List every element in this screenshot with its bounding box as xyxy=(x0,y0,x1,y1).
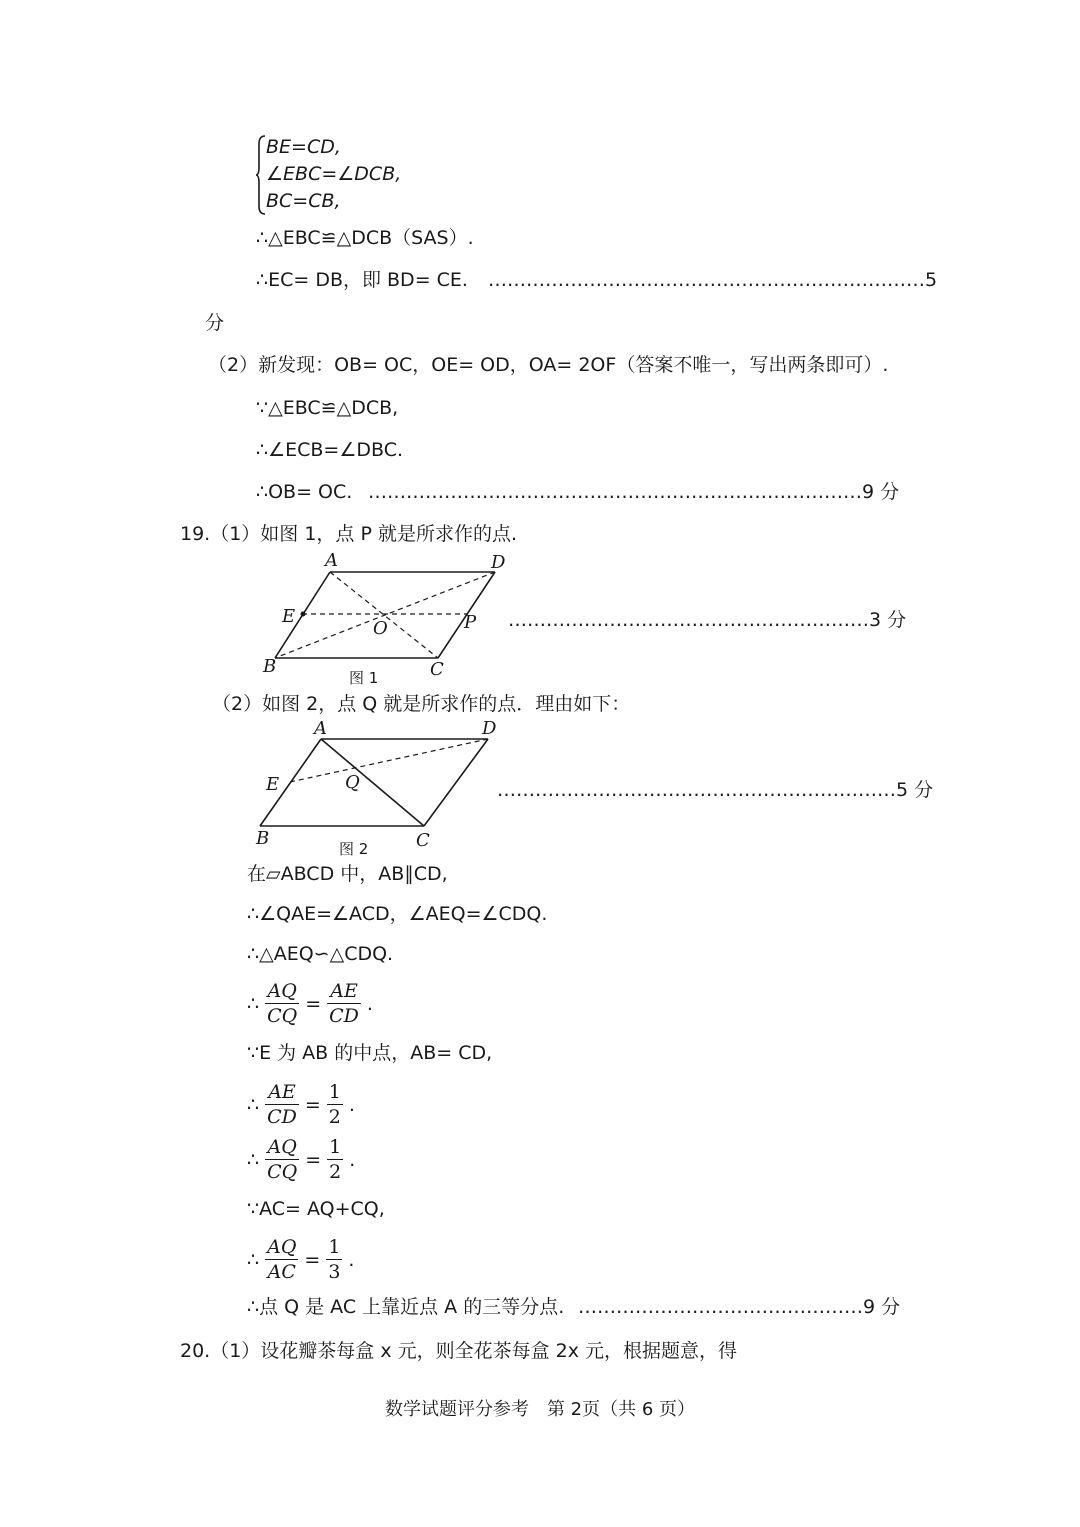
page-footer: 数学试题评分参考 第 2页（共 6 页） xyxy=(384,1399,696,1420)
fraction-one-half: $\frac{1}{2}$ xyxy=(329,1136,342,1183)
score-leader-9a: ……………………………………………………………………9 分 xyxy=(368,481,900,503)
label-b: B xyxy=(263,656,277,677)
question-19-part2: （2）如图 2，点 Q 就是所求作的点．理由如下： xyxy=(212,693,631,715)
label-p: P xyxy=(464,612,477,633)
fraction-ae-cd: $\frac{AE}{CD}$ xyxy=(329,980,359,1027)
therefore-symbol: ∴ xyxy=(247,992,260,1015)
label-c: C xyxy=(416,830,430,851)
label-d: D xyxy=(491,552,506,573)
fraction-one-third: $\frac{1}{3}$ xyxy=(328,1236,341,1283)
fraction-aq-cq: $\frac{AQ}{CQ}$ xyxy=(267,980,298,1027)
label-d: D xyxy=(482,718,497,739)
score-unit-wrap: 分 xyxy=(205,312,225,334)
angle-equality: ∴∠ECB=∠DBC. xyxy=(256,439,404,461)
fraction-aq-cq: $\frac{AQ}{CQ}$ xyxy=(267,1136,298,1183)
condition-row-1: BE=CD, xyxy=(266,136,341,158)
ratio-equation-1: ∴ $\frac{AQ}{CQ}$ = $\frac{AE}{CD}$ . xyxy=(247,980,373,1027)
midpoint-statement: ∵E 为 AB 的中点，AB= CD, xyxy=(247,1042,493,1064)
label-c: C xyxy=(430,659,444,680)
figure-1-parallelogram xyxy=(255,548,520,690)
part2-new-findings: （2）新发现：OB= OC，OE= OD，OA= 2OF（答案不唯一，写出两条即可）. xyxy=(208,354,889,376)
question-20-part1: 20.（1）设花瓣茶每盒 x 元，则全花茶每盒 2x 元，根据题意，得 xyxy=(180,1340,738,1362)
figure-1-caption: 图 1 xyxy=(349,669,379,687)
similar-triangles: ∴△AEQ∽△CDQ. xyxy=(247,943,394,965)
fraction-ae-cd: $\frac{AE}{CD}$ xyxy=(267,1081,297,1128)
because-congruent: ∵△EBC≌△DCB, xyxy=(256,397,399,419)
label-e: E xyxy=(266,774,280,795)
fraction-aq-ac: $\frac{AQ}{AC}$ xyxy=(267,1236,297,1283)
trisection-conclusion: ∴点 Q 是 AC 上靠近点 A 的三等分点. xyxy=(247,1296,565,1318)
ratio-equation-4: ∴ $\frac{AQ}{AC}$ = $\frac{1}{3}$ . xyxy=(247,1236,355,1283)
ac-sum-statement: ∵AC= AQ+CQ, xyxy=(247,1198,385,1220)
ratio-equation-2: ∴ $\frac{AE}{CD}$ = $\frac{1}{2}$ . xyxy=(247,1081,355,1128)
label-e: E xyxy=(282,606,296,627)
equals-sign: = xyxy=(305,992,322,1015)
question-19-part1: 19.（1）如图 1，点 P 就是所求作的点. xyxy=(180,523,518,545)
label-a: A xyxy=(314,718,327,739)
fraction-one-half: $\frac{1}{2}$ xyxy=(328,1081,341,1128)
figure-2-caption: 图 2 xyxy=(339,840,369,858)
ec-db-line: ∴EC= DB，即 BD= CE. xyxy=(256,269,468,291)
condition-row-3: BC=CB, xyxy=(266,190,341,212)
congruence-conclusion: ∴△EBC≌△DCB（SAS）. xyxy=(256,227,474,249)
label-q: Q xyxy=(345,772,360,793)
figure-2-parallelogram xyxy=(250,716,505,862)
label-a: A xyxy=(325,550,338,571)
score-leader-5: ……………………………………………………………5 xyxy=(488,269,938,291)
score-leader-3: …………………………………………………3 分 xyxy=(508,609,907,631)
score-leader-5b: ………………………………………………………5 分 xyxy=(497,779,934,801)
score-leader-9b: ………………………………………9 分 xyxy=(578,1296,901,1318)
alternate-angles: ∴∠QAE=∠ACD，∠AEQ=∠CDQ. xyxy=(247,903,548,925)
parallel-statement: 在▱ABCD 中，AB∥CD, xyxy=(247,863,448,885)
condition-row-2: ∠EBC=∠DCB, xyxy=(266,163,402,185)
label-b: B xyxy=(256,828,270,849)
ratio-equation-3: ∴ $\frac{AQ}{CQ}$ = $\frac{1}{2}$ . xyxy=(247,1136,356,1183)
ob-oc-line: ∴OB= OC. xyxy=(256,481,353,503)
label-o: O xyxy=(373,618,388,639)
